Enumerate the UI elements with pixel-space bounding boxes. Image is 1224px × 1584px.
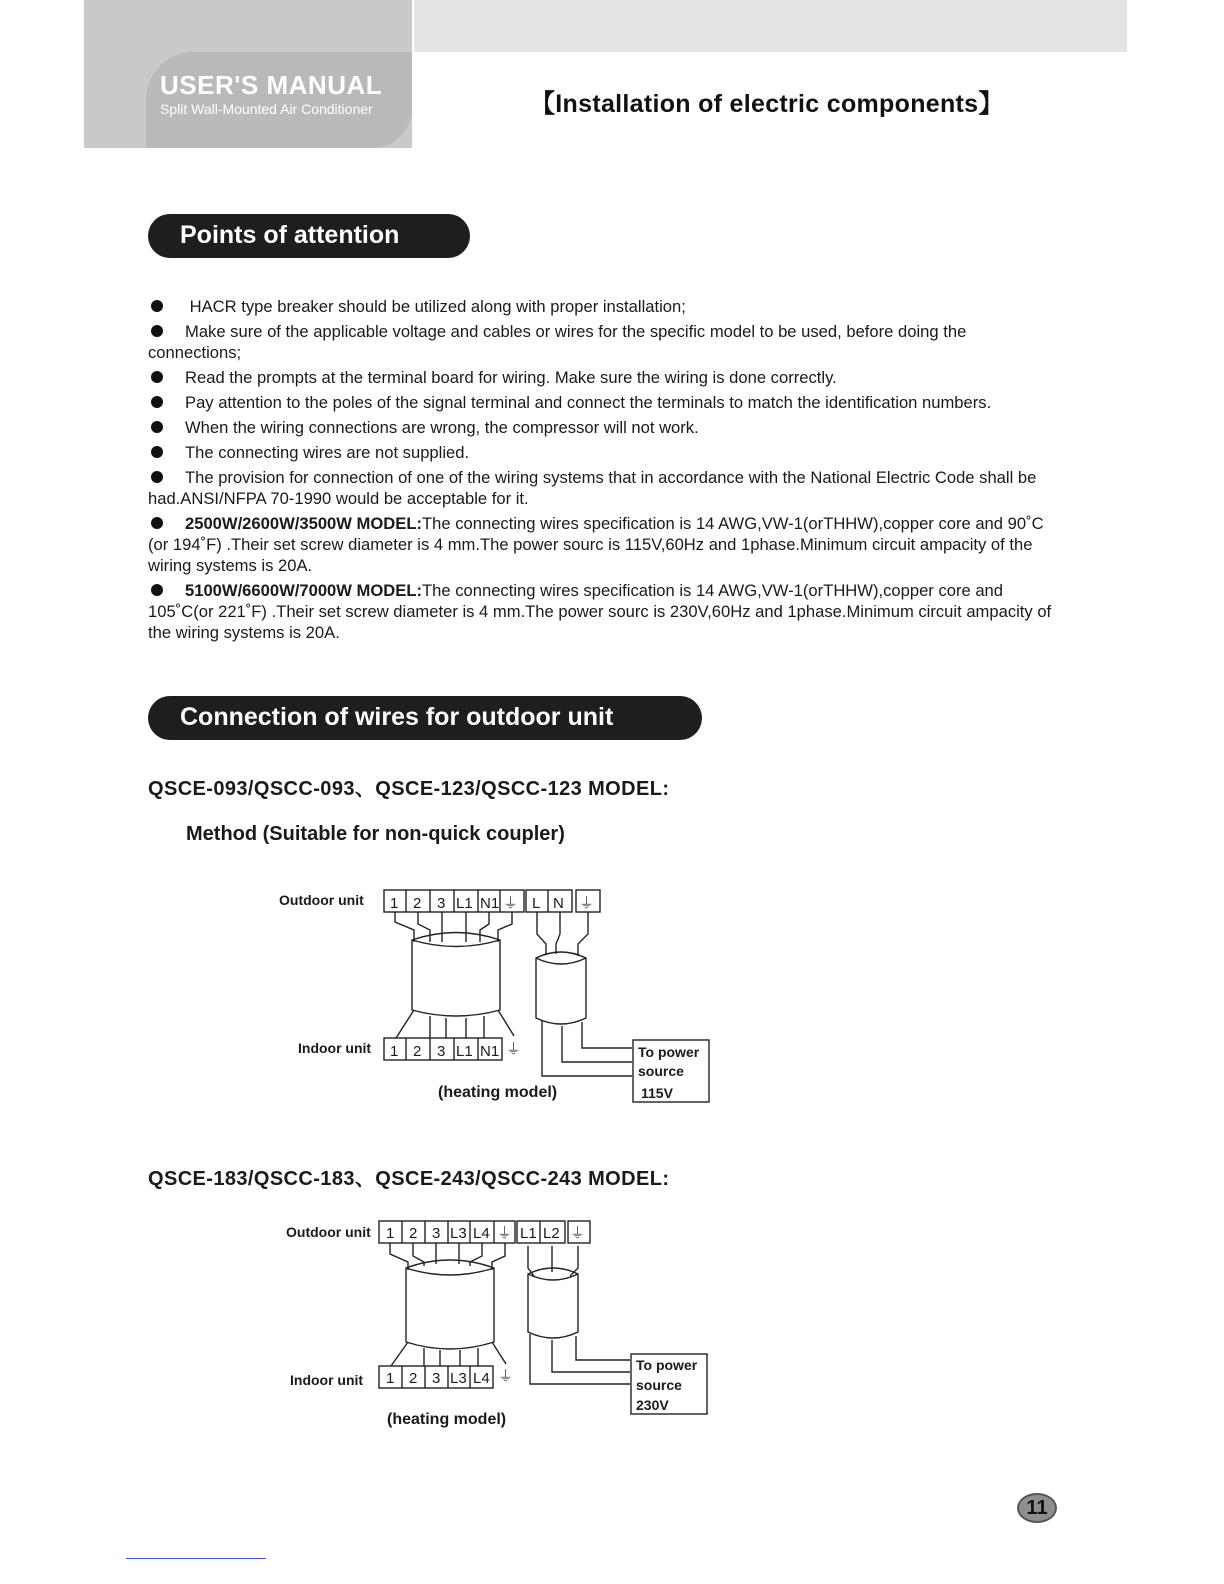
- ground-icon: ⏚: [503, 895, 519, 912]
- list-item: The connecting wires are not supplied.: [148, 442, 1058, 463]
- list-item: Read the prompts at the terminal board for wiring. Make sure the wiring is done correctly.: [148, 367, 1058, 388]
- terminal-label: L1: [456, 1043, 473, 1060]
- terminal-label: N: [553, 895, 564, 912]
- svg-text:source: source: [636, 1377, 682, 1393]
- ground-icon: ⏚: [579, 895, 595, 912]
- terminal-label: L1: [520, 1225, 537, 1242]
- power-conduit: [536, 952, 586, 1024]
- diagram-caption: (heating model): [438, 1084, 558, 1101]
- ground-icon: ⏚: [498, 1368, 514, 1385]
- terminal-label: 2: [413, 1043, 422, 1060]
- power-source-box: [631, 1354, 707, 1414]
- ground-icon: ⏚: [506, 1041, 522, 1058]
- terminal-label: L: [532, 895, 541, 912]
- terminal-label: 1: [386, 1225, 395, 1242]
- wiring-diagram-2: [286, 1221, 707, 1428]
- list-item: When the wiring connections are wrong, the compressor will not work.: [148, 417, 1058, 438]
- terminal-label: 2: [409, 1370, 418, 1387]
- terminal-label: 3: [432, 1225, 441, 1242]
- model-title-1: QSCE-093/QSCC-093、QSCE-123/QSCC-123 MODEL:: [148, 778, 670, 800]
- terminal-label: 1: [386, 1370, 395, 1387]
- list-item: Make sure of the applicable voltage and cables or wires for the specific model to be used, before doing the connections;: [148, 322, 967, 362]
- page-number: 11: [1017, 1493, 1057, 1523]
- footer-link-underline: [126, 1558, 266, 1559]
- section-heading-outdoor: Connection of wires for outdoor unit: [148, 696, 702, 740]
- terminal-label: L3: [450, 1370, 467, 1387]
- terminal-label: 2: [413, 895, 422, 912]
- conduit: [406, 1260, 494, 1349]
- indoor-unit-label: Indoor unit: [298, 1040, 372, 1056]
- power-conduit: [528, 1268, 578, 1338]
- list-item: Pay attention to the poles of the signal terminal and connect the terminals to match the identification numbers.: [148, 392, 1058, 413]
- terminal-label: 1: [390, 1043, 399, 1060]
- terminal-label: L2: [543, 1225, 560, 1242]
- terminal-label: L3: [450, 1225, 467, 1242]
- diagram-caption: (heating model): [387, 1411, 507, 1428]
- indoor-terminal-strip: [384, 1038, 521, 1060]
- svg-text:230V: 230V: [636, 1397, 669, 1413]
- terminal-label: N1: [480, 1043, 500, 1060]
- list-item: 5100W/6600W/7000W MODEL:The connecting wires specification is 14 AWG,VW-1(orTHHW),copper core and 105˚C(or 221˚F) .Their set screw diameter is 4 mm.The power sourc is 230V,60Hz and 1phase.Minimum circuit ampacity of the wiring systems is 20A.: [148, 581, 1052, 642]
- ground-icon: ⏚: [570, 1225, 586, 1242]
- manual-subtitle: Split Wall-Mounted Air Conditioner: [160, 101, 373, 117]
- outdoor-terminal-strip: [384, 890, 600, 912]
- list-item: The provision for connection of one of the wiring systems that in accordance with the National Electric Code shall be had.ANSI/NFPA 70-1990 would be acceptable for it.: [148, 468, 1037, 508]
- svg-text:To power: To power: [636, 1357, 698, 1373]
- list-item: 2500W/2600W/3500W MODEL:The connecting wires specification is 14 AWG,VW-1(orTHHW),copper core and 90˚C (or 194˚F) .Their set screw diameter is 4 mm.The power sourc is 115V,60Hz and 1phase.Minimum circuit ampacity of the wiring systems is 20A.: [148, 514, 1044, 575]
- power-source-box: [633, 1040, 709, 1102]
- outdoor-terminal-strip: [379, 1221, 590, 1243]
- outdoor-unit-label: Outdoor unit: [279, 892, 364, 908]
- indoor-terminal-strip: [379, 1366, 513, 1388]
- section-heading-attention: Points of attention: [148, 214, 470, 258]
- terminal-label: L4: [473, 1370, 490, 1387]
- indoor-unit-label: Indoor unit: [290, 1372, 364, 1388]
- page-title: 【Installation of electric components】: [530, 90, 1004, 118]
- model-title-2: QSCE-183/QSCC-183、QSCE-243/QSCC-243 MODEL:: [148, 1168, 670, 1190]
- terminal-label: 3: [437, 895, 446, 912]
- svg-text:source: source: [638, 1063, 684, 1079]
- ground-icon: ⏚: [497, 1225, 513, 1242]
- terminal-label: 1: [390, 895, 399, 912]
- method-title: Method (Suitable for non-quick coupler): [186, 823, 565, 845]
- terminal-label: 2: [409, 1225, 418, 1242]
- terminal-label: L1: [456, 895, 473, 912]
- list-item: HACR type breaker should be utilized along with proper installation;: [148, 296, 1058, 317]
- wiring-diagram-1: [279, 890, 709, 1102]
- terminal-label: L4: [473, 1225, 490, 1242]
- svg-text:To power: To power: [638, 1044, 700, 1060]
- terminal-label: 3: [437, 1043, 446, 1060]
- outdoor-unit-label: Outdoor unit: [286, 1224, 371, 1240]
- conduit: [412, 933, 500, 1017]
- svg-text:115V: 115V: [641, 1085, 673, 1101]
- terminal-label: N1: [480, 895, 500, 912]
- terminal-label: 3: [432, 1370, 441, 1387]
- manual-title: USER'S MANUAL: [160, 70, 383, 100]
